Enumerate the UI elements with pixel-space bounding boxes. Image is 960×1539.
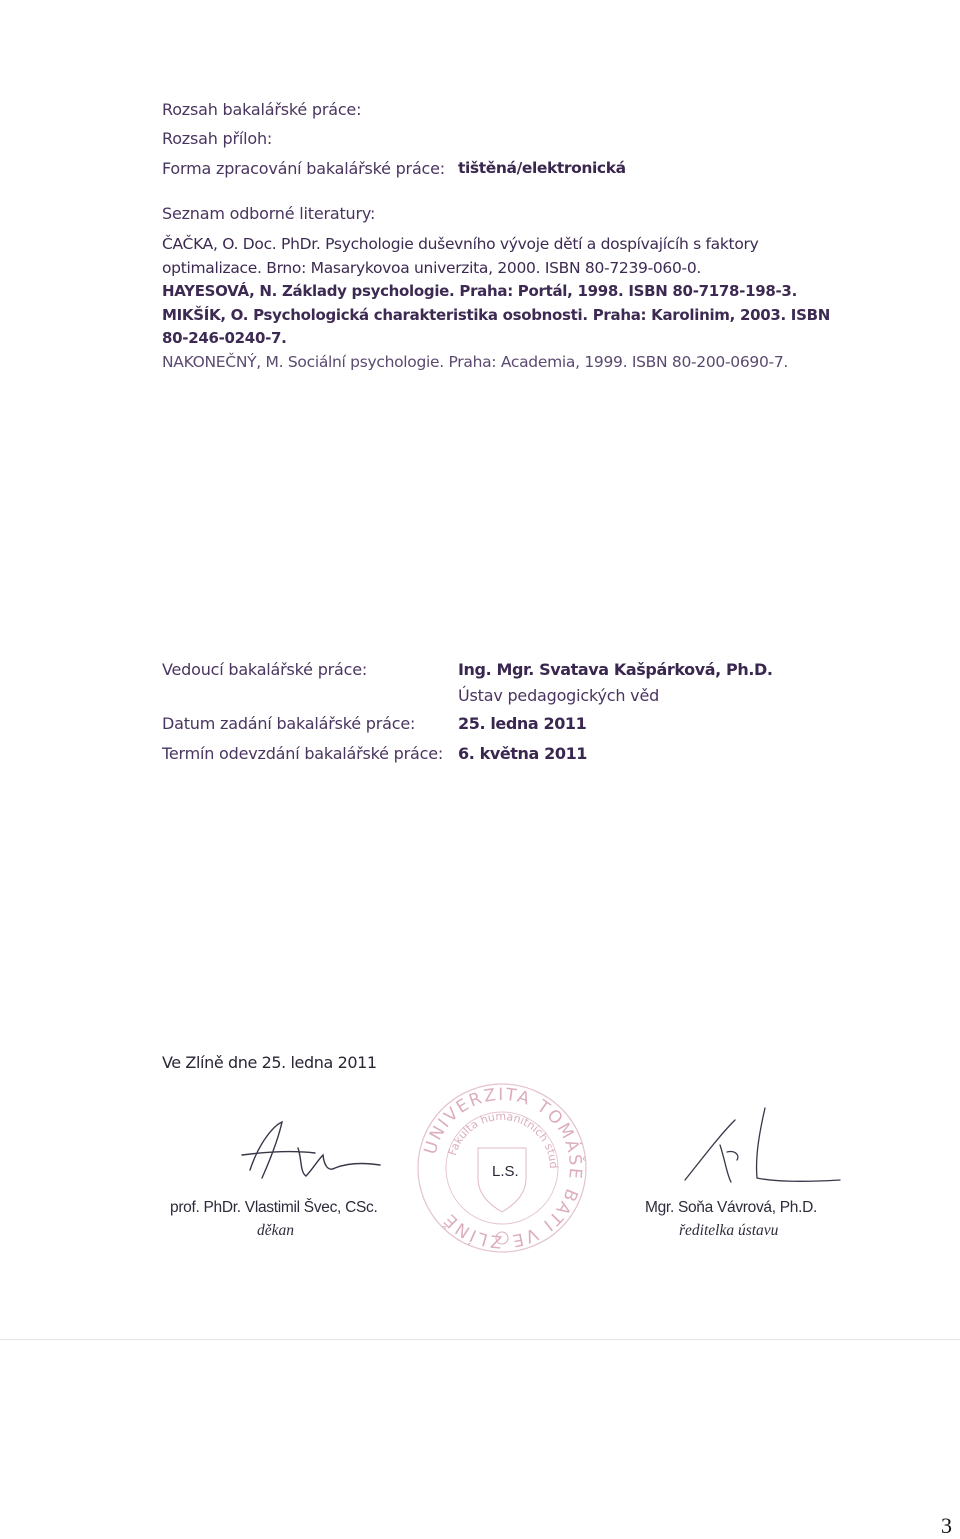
rozsah-prace-label: Rozsah bakalářské práce:	[162, 100, 362, 119]
due-date-value: 6. května 2011	[458, 744, 588, 763]
place-date: Ve Zlíně dne 25. ledna 2011	[162, 1053, 377, 1072]
assigned-date-label: Datum zadání bakalářské práce:	[162, 714, 416, 733]
dean-name: prof. PhDr. Vlastimil Švec, CSc.	[170, 1199, 378, 1216]
rozsah-priloh-label: Rozsah příloh:	[162, 129, 273, 148]
assigned-date-value: 25. ledna 2011	[458, 714, 587, 733]
director-signature	[665, 1100, 845, 1190]
reference-line: MIKŠÍK, O. Psychologická charakteristika osobnosti. Praha: Karolinim, 2003. ISBN	[162, 305, 830, 324]
due-date-label: Termín odevzdání bakalářské práce:	[162, 744, 444, 763]
stamp-inner-text: Fakulta humanitních stud	[445, 1109, 561, 1169]
seznam-literatury-label: Seznam odborné literatury:	[162, 204, 376, 223]
reference-line: ČAČKA, O. Doc. PhDr. Psychologie duševního vývoje dětí a dospívajícíh s faktory	[162, 235, 759, 253]
page-divider	[0, 1339, 960, 1340]
supervisor-name: Ing. Mgr. Svatava Kašpárková, Ph.D.	[458, 660, 773, 679]
reference-line: HAYESOVÁ, N. Základy psychologie. Praha: Portál, 1998. ISBN 80-7178-198-3.	[162, 282, 797, 300]
dean-signature	[220, 1110, 390, 1190]
page-number: 3	[941, 1513, 952, 1538]
reference-line: optimalizace. Brno: Masarykovoa univerzita, 2000. ISBN 80-7239-060-0.	[162, 258, 702, 277]
director-role: ředitelka ústavu	[679, 1222, 779, 1239]
forma-label: Forma zpracování bakalářské práce:	[162, 159, 445, 178]
supervisor-institute: Ústav pedagogických věd	[458, 686, 660, 705]
stamp-center-text: L.S.	[492, 1163, 519, 1180]
reference-list	[162, 233, 830, 374]
director-name: Mgr. Soňa Vávrová, Ph.D.	[645, 1199, 817, 1216]
reference-line: 80-246-0240-7.	[162, 329, 287, 347]
forma-value: tištěná/elektronická	[458, 159, 626, 177]
university-stamp	[412, 1078, 592, 1258]
stamp-ring-text: UNIVERZITA TOMÁŠE BATI VE ZLÍNĚ	[420, 1084, 586, 1252]
dean-role: děkan	[257, 1222, 295, 1239]
reference-line: NAKONEČNÝ, M. Sociální psychologie. Praha: Academia, 1999. ISBN 80-200-0690-7.	[162, 352, 789, 371]
supervisor-label: Vedoucí bakalářské práce:	[162, 660, 368, 679]
